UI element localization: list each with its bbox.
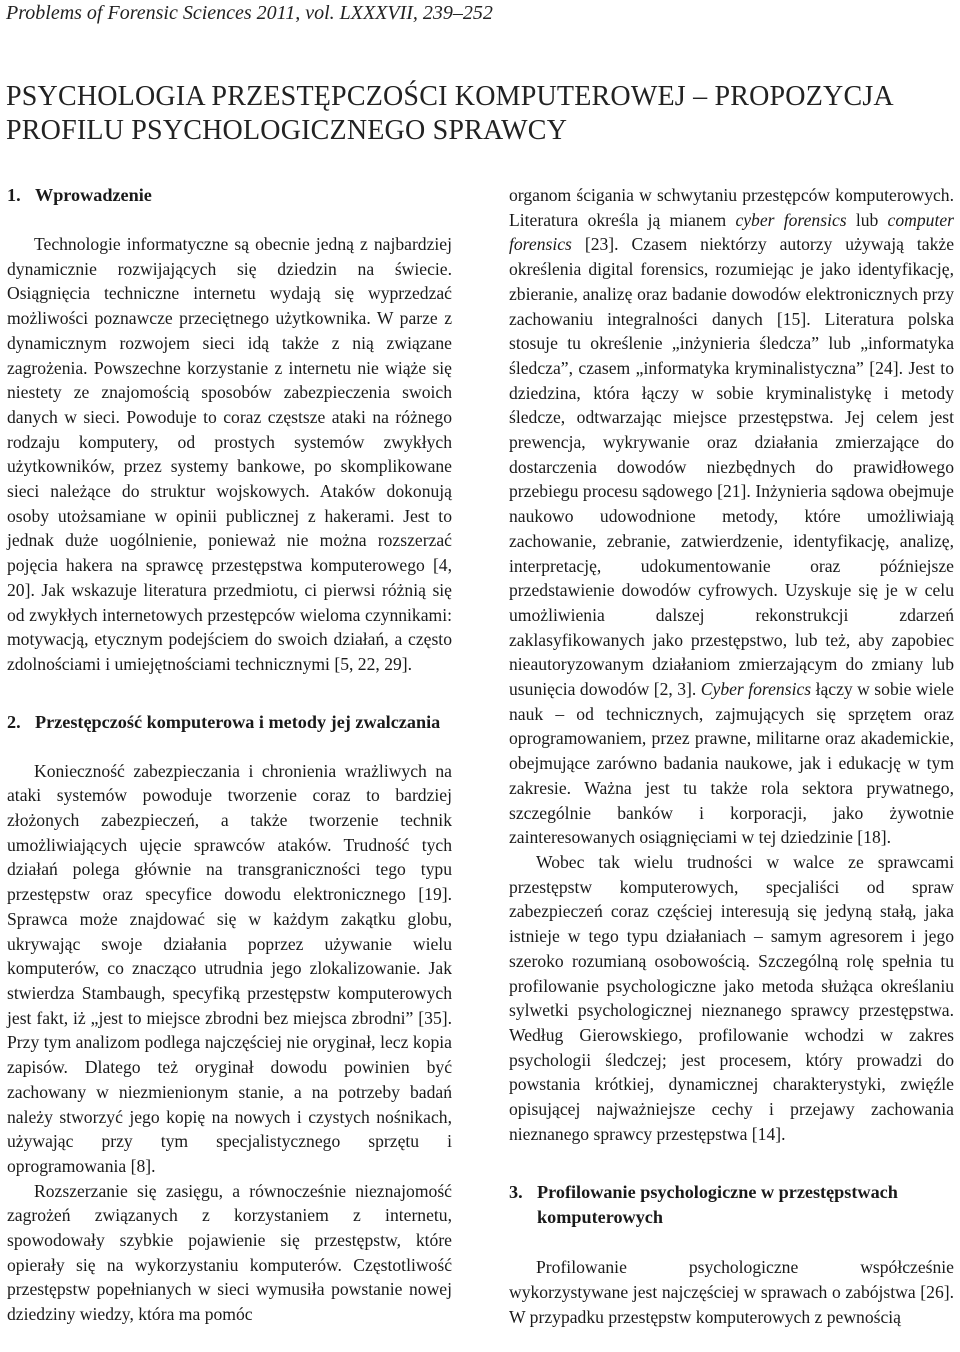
paragraph-3-term-cyber-forensics-2: Cyber forensics	[700, 679, 812, 700]
section-1-number: 1.	[7, 185, 21, 205]
section-2-heading	[7, 710, 452, 735]
paragraph-3-text-b: lub	[846, 209, 888, 230]
left-column	[7, 183, 452, 1327]
section-3-number: 3.	[509, 1182, 523, 1203]
paragraph-3-text-a: organom ścigania w schwytaniu przestępców komputerowych. Literatura określa ją mianem	[509, 185, 954, 230]
paragraph-3-text-d: łączy w sobie wiele nauk – od technicznych, zajmujących się sprzętem oraz oprogramowaniem, przez prawne, militarne oraz akademickie, obejmujące zarówno badania naukowe, jak i edukację w tym zakresie. Ważna jest tu także rola sektora prywatnego, szczególnie banków i korporacji, jako żywotnie zainteresowanych osiągnięciami w tej dziedzinie [18].	[509, 679, 954, 848]
section-3-paragraph-1: Profilowanie psychologiczne współcześnie wykorzystywane jest najczęściej w sprawach o zabójstwa [26]. W przypadku przestępstw komputerowych z pewnością	[509, 1257, 954, 1327]
paragraph-3-term-computer-forensics: computer forensics	[509, 209, 954, 255]
section-2-title: Przestępczość komputerowa i metody jej zwalczania	[35, 711, 441, 732]
section-2-paragraph-3	[509, 183, 954, 850]
section-2-paragraph-4: Wobec tak wielu trudności w walce ze sprawcami przestępstw komputerowych, specjaliści od spraw zabezpieczeń coraz częściej interesują się jedyną stałą, jaka istnieje w tego typu działaniach – samym agresorem i jego szeroko rozumianą osobowością. Szczególną rolę spełnia tu profilowanie psychologiczne jako metoda służąca określaniu sylwetki psychologicznej nieznanego sprawcy przestępstwa. Według Gierowskiego, profilowanie wchodzi w zakres psychologii śledczej; jest procesem, który prowadzi do powstania krótkiej, dynamicznej charakterystyki, zwięźle opisującej najważniejsze cechy i przejawy zachowania nieznanego sprawcy przestępstwa [14].	[509, 851, 954, 1144]
section-2-paragraph-1: Konieczność zabezpieczania i chronienia wrażliwych na ataki systemów powoduje tworzenie coraz to bardziej złożonych zabezpieczeń, a także tworzenie technik umożliwiających ujęcie sprawców ataków. Trudność tych działań polega głównie na transgraniczności tego typu przestępstw oraz specyfice dowodu elektronicznego [19]. Sprawca może znajdować się w każdym zakątku globu, ukrywając swoje działania poprzez używanie wielu komputerów, co znacząco utrudnia jego zlokalizowanie. Jak stwierdza Stambaugh, specyfiką przestępstw komputerowych jest fakt, iż „jest to miejsce zbrodni bez miejsca zbrodni” [35]. Przy tym analizom podlega najczęściej nie oryginał, lecz kopia zapisów. Dlatego też oryginał dowodu powinien być zachowany w niezmienionym stanie, a na potrzeby badań należy stworzyć jego kopię na nowych i czystych nośnikach, używając przy tym specjalistycznego sprzętu i oprogramowania [8].	[7, 760, 452, 1176]
section-2-paragraph-2: Rozszerzanie się zasięgu, a równocześnie nieznajomość zagrożeń związanych z korzystaniem z internetu, spowodowały szybkie pojawienie się przestępstw, które opierały się na wykorzystaniu komputerów. Częstotliwość przestępstw popełnianych w sieci wymusiła powstanie nowej dziedziny wiedzy, która ma pomóc	[7, 1180, 452, 1325]
section-1-heading	[7, 183, 452, 208]
section-3-heading	[509, 1180, 954, 1230]
section-3-title: Profilowanie psychologiczne w przestępstwach komputerowych	[537, 1182, 898, 1228]
section-1-paragraph-1: Technologie informatyczne są obecnie jedną z najbardziej dynamicznie rozwijających się dziedzin na świecie. Osiągnięcia techniczne internetu wydają się wyprzedzać możliwości poznawcze przeciętnego użytkownika. W parze z dynamicznym rozwojem sieci idą także z nią związane zagrożenia. Powszechne korzystanie z internetu nie wiąże się niestety ze znajomością sposobów zabezpieczenia swoich danych w sieci. Powoduje to coraz częstsze ataki na różnego rodzaju komputery, od prostych systemów zwykłych użytkowników, przez systemy bankowe, po skomplikowane sieci należące do struktur wojskowych. Ataków dokonują osoby utożsamiane w opinii publicznej z hakerami. Jest to jednak duże uogólnienie, ponieważ nie można rozszerzać pojęcia hakera na sprawcę przestępstwa komputerowego [4, 20]. Jak wskazuje literatura przedmiotu, ci pierwsi różnią się od zwykłych internetowych przestępców wieloma czynnikami: motywacją, etycznym podejściem do swoich działań, a często zdolnościami i umiejętnościami technicznymi [5, 22, 29].	[7, 234, 452, 674]
paragraph-3-term-cyber-forensics: cyber forensics	[735, 209, 847, 230]
article-title	[6, 80, 954, 148]
title-line-1: PSYCHOLOGIA PRZESTĘPCZOŚCI KOMPUTEROWEJ – PROPOZYCJA	[6, 81, 894, 112]
running-head: Problems of Forensic Sciences 2011, vol. LXXXVII, 239–252	[6, 2, 493, 24]
section-2-number: 2.	[7, 711, 21, 732]
paragraph-3-text-c: [23]. Czasem niektórzy autorzy używają także określenia digital forensics, rozumiejąc je jako identyfikację, zbieranie, analizę oraz badanie dowodów elektronicznych przy zachowaniu integralności danych [15]. Literatura polska stosuje tu określenie „inżynieria śledcza” lub „informatyka śledcza”, czasem „informatyka kryminalistyczna” [24]. Jest to dziedzina, która łączy w sobie kryminalistykę i metody śledcze, odtwarzając miejsce przestępstwa. Jej celem jest prewencja, wykrywanie oraz działania zmierzające do dostarczenia dowodów niezbędnych do prawidłowego przebiegu procesu sądowego [21]. Inżynieria sądowa obejmuje naukowo udowodnione metody, które umożliwiają zachowanie, zebranie, zatwierdzenie, identyfikację, analizę, interpretację, udokumentowanie oraz późniejsze przedstawienie dowodów cyfrowych. Uzyskuje się je w celu umożliwienia dalszej rekonstrukcji zdarzeń zaklasyfikowanych jako przestępstwo, lub też, aby zapobiec nieautoryzowanym działaniom zmierzającym do zmiany lub usunięcia dowodów [2, 3].	[509, 234, 954, 700]
section-1-title: Wprowadzenie	[35, 185, 152, 205]
right-column	[509, 183, 954, 1330]
title-line-2: PROFILU PSYCHOLOGICZNEGO SPRAWCY	[6, 115, 568, 146]
